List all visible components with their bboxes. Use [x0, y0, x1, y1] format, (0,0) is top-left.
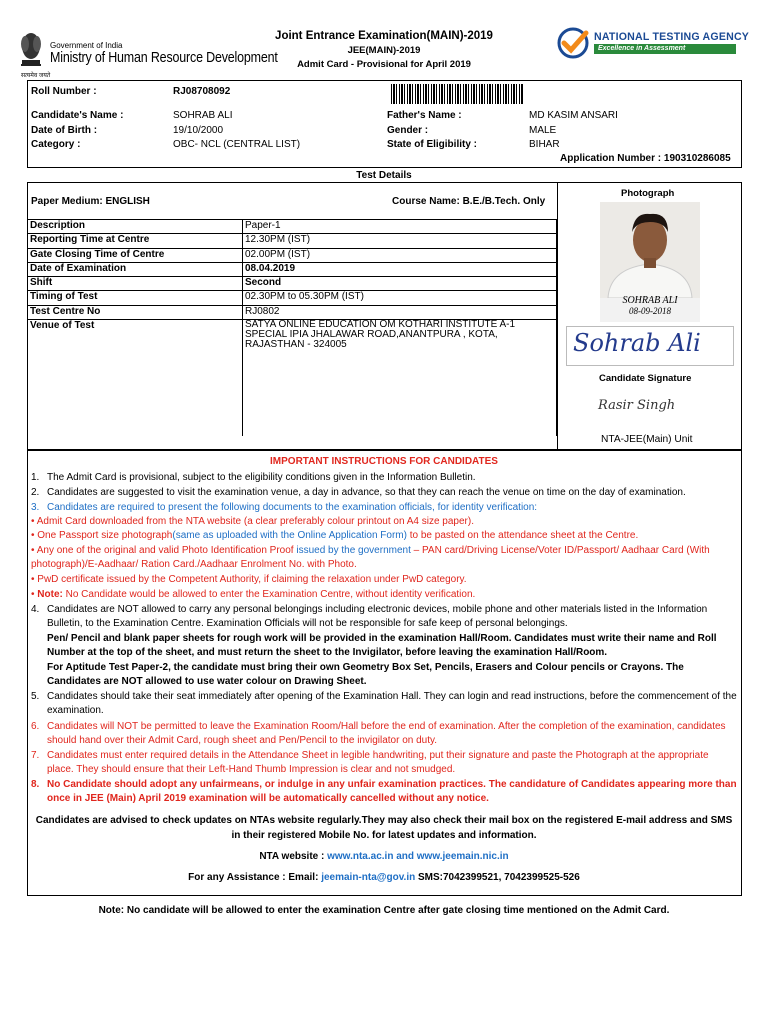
course-name: Course Name: B.E./B.Tech. Only [392, 196, 546, 207]
document-bullet-5 [31, 588, 737, 602]
instruction-4-num: 4. [31, 604, 40, 615]
row-value: SATYA ONLINE EDUCATION OM KOTHARI INSTITUTE A-1 SPECIAL IPIA JHALAWAR ROAD,ANANTPURA , KOTA, RAJASTHAN - 324005 [243, 320, 557, 437]
website-line [0, 851, 768, 862]
document-bullet-5c: No Candidate would be allowed to enter the Examination Centre, without identity verification. [62, 589, 476, 600]
document-bullet-2a: • One Passport size photograph [31, 530, 173, 541]
row-label: Timing of Test [28, 291, 243, 305]
document-bullet-2c: to be pasted on the attendance sheet at the Centre. [406, 530, 639, 541]
roll-value: RJ08708092 [173, 86, 231, 97]
nta-tagline: Excellence in Assessment [594, 44, 736, 54]
row-label: Date of Examination [28, 262, 243, 276]
instruction-1-num: 1. [31, 472, 40, 483]
table-row [28, 220, 557, 234]
candidate-signature-label: Candidate Signature [599, 373, 692, 384]
table-row [28, 248, 557, 262]
instruction-4 [31, 603, 737, 632]
table-row [28, 291, 557, 305]
photograph-label: Photograph [621, 188, 675, 199]
instruction-4b: Pen/ Pencil and blank paper sheets for rough work will be provided in the examination Hall/Room. Candidates must write their name and Roll Number at the top of the sheet, and must return the sheet to the Invigilator, before leaving the examination Hall/Room. [47, 633, 717, 659]
unit-signature: Rasir Singh [598, 398, 676, 413]
instruction-1-text: The Admit Card is provisional, subject to the eligibility conditions given in the Information Bulletin. [47, 472, 476, 483]
assistance-line [0, 872, 768, 883]
instruction-8-num: 8. [31, 779, 40, 790]
admit-card-title: Admit Card - Provisional for April 2019 [297, 59, 471, 70]
instruction-8-text: No Candidate should adopt any unfairmeans, or indulge in any unfair examination practices. The candidature of Candidates appearing more than once in JEE (Main) April 2019 examination will be automatically cancelled without any notice. [47, 779, 737, 805]
document-bullet-1: • Admit Card downloaded from the NTA website (a clear preferably colour printout on A4 size paper). [31, 516, 474, 527]
nta-name: NATIONAL TESTING AGENCY [594, 31, 750, 43]
row-label: Venue of Test [28, 320, 243, 437]
person-icon [600, 202, 700, 298]
advice-text: Candidates are advised to check updates on NTAs website regularly.They may also check their mail box on the registered E-mail address and SMS in their registered Mobile No. for latest updates and information. [35, 815, 733, 841]
ministry-name: Ministry of Human Resource Development [50, 50, 278, 66]
state-value: BIHAR [529, 139, 560, 150]
gender-label: Gender : [387, 125, 429, 136]
state-label: State of Eligibility : [387, 139, 478, 150]
footer-note: Note: No candidate will be allowed to enter the examination Centre after gate closing time mentioned on the Admit Card. [98, 905, 670, 916]
exam-title: Joint Entrance Examination(MAIN)-2019 [275, 30, 493, 42]
row-value: 12.30PM (IST) [243, 234, 557, 248]
assist-email[interactable]: jeemain-nta@gov.in [321, 872, 416, 883]
website-label: NTA website : [259, 851, 328, 862]
row-value: Second [243, 277, 557, 291]
photo-caption-name: SOHRAB ALI [622, 295, 678, 306]
document-bullet-4: • PwD certificate issued by the Competent Authority, if claiming the relaxation under PwD category. [31, 574, 467, 585]
instruction-6-text: Candidates will NOT be permitted to leave the Examination Room/Hall before the end of examination. After the completion of the examination, candidates should hand over their Admit Card, rough sheet and Pen/Pencil to the invigilator on duty. [47, 721, 726, 747]
row-label: Test Centre No [28, 305, 243, 319]
dob-value: 19/10/2000 [173, 125, 224, 136]
candidate-signature: Sohrab Ali [573, 329, 701, 357]
photo-column-divider [557, 182, 558, 450]
row-value: RJ0802 [243, 305, 557, 319]
nta-logo-icon [556, 27, 590, 59]
father-label: Father's Name : [387, 110, 462, 121]
exam-subtitle: JEE(MAIN)-2019 [347, 45, 421, 56]
paper-medium: Paper Medium: ENGLISH [31, 196, 150, 207]
instruction-7-num: 7. [31, 750, 40, 761]
emblem-motto: सत्यमेव जयते [21, 73, 51, 79]
instruction-3-num: 3. [31, 502, 40, 513]
category-label: Category : [31, 139, 81, 150]
instruction-5-num: 5. [31, 691, 40, 702]
instruction-1 [31, 471, 737, 485]
row-label: Description [28, 220, 243, 234]
instruction-2 [31, 486, 737, 500]
instruction-7-text: Candidates must enter required details in the Attendance Sheet in legible handwriting, put their signature and paste the Photograph at the appropriate place. They should ensure that their Left-Hand Thumb Impression is clear and not smudged. [47, 750, 709, 776]
govt-line1: Government of India [50, 41, 123, 50]
row-value: 02.30PM to 05.30PM (IST) [243, 291, 557, 305]
instruction-7 [31, 749, 737, 778]
instruction-5 [31, 690, 737, 719]
document-bullet-3c: – PAN card/Driving License/Voter ID/Passport/ Aadhaar Card (With photograph)/E-Aadhaar/ Ration Card./Aadhaar Enrolment No. with Photo. [31, 545, 710, 571]
table-row [28, 320, 557, 437]
instruction-6 [31, 720, 737, 749]
instruction-3-text: Candidates are required to present the following documents to the examination officials, for identity verification: [47, 502, 538, 513]
candidate-signature-box [566, 326, 734, 366]
instruction-2-num: 2. [31, 487, 40, 498]
instruction-5-text: Candidates should take their seat immediately after opening of the Examination Hall. They can login and read instructions, before the commencement of the examination. [47, 691, 737, 717]
assist-label: For any Assistance : Email: [188, 872, 322, 883]
document-bullet-3b: issued by the government [296, 545, 411, 556]
instruction-8 [31, 778, 737, 807]
photo-caption-date: 08-09-2018 [629, 306, 671, 316]
category-value: OBC- NCL (CENTRAL LIST) [173, 139, 301, 150]
row-label: Gate Closing Time of Centre [28, 248, 243, 262]
instructions-heading: IMPORTANT INSTRUCTIONS FOR CANDIDATES [270, 456, 498, 467]
instruction-4-text: Candidates are NOT allowed to carry any personal belongings including electronic devices, mobile phone and other materials listed in the Information Bulletin, to the Examination Centre. Examination Officials will not be responsible for safe keep of personal belongings. [47, 604, 708, 630]
father-value: MD KASIM ANSARI [529, 110, 618, 121]
row-label: Reporting Time at Centre [28, 234, 243, 248]
test-details-title: Test Details [356, 170, 412, 181]
application-number: Application Number : 190310286085 [560, 153, 731, 164]
document-bullet-3 [31, 544, 737, 573]
website-links[interactable]: www.nta.ac.in and www.jeemain.nic.in [327, 851, 509, 862]
table-row [28, 305, 557, 319]
instruction-6-num: 6. [31, 721, 40, 732]
assist-sms: SMS:7042399521, 7042399525-526 [415, 872, 580, 883]
candidate-photo [600, 202, 700, 322]
unit-label: NTA-JEE(Main) Unit [601, 434, 693, 445]
row-label: Shift [28, 277, 243, 291]
document-bullet-5b: Note: [37, 589, 63, 600]
instruction-3 [31, 501, 737, 515]
document-bullet-2b: (same as uploaded with the Online Application Form) [172, 530, 407, 541]
barcode [391, 84, 523, 104]
name-label: Candidate's Name : [31, 110, 124, 121]
instruction-4c: For Aptitude Test Paper-2, the candidate must bring their own Geometry Box Set, Pencils, Erasers and Colour pencils or Crayons. The Candidates are NOT allowed to use water colour on Drawing Sheet. [47, 662, 684, 688]
table-row [28, 277, 557, 291]
gender-value: MALE [529, 125, 557, 136]
instruction-2-text: Candidates are suggested to visit the examination venue, a day in advance, so that they can reach the venue on time on the day of examination. [47, 487, 686, 498]
table-row [28, 262, 557, 276]
document-bullet-5a: • [31, 589, 38, 600]
row-value: 08.04.2019 [243, 262, 557, 276]
test-details-table [27, 219, 557, 436]
table-row [28, 234, 557, 248]
roll-label: Roll Number : [31, 86, 97, 97]
row-value: Paper-1 [243, 220, 557, 234]
dob-label: Date of Birth : [31, 125, 98, 136]
name-value: SOHRAB ALI [173, 110, 233, 121]
document-bullet-3a: • Any one of the original and valid Photo Identification Proof [31, 545, 297, 556]
row-value: 02.00PM (IST) [243, 248, 557, 262]
document-bullet-2 [31, 529, 737, 543]
